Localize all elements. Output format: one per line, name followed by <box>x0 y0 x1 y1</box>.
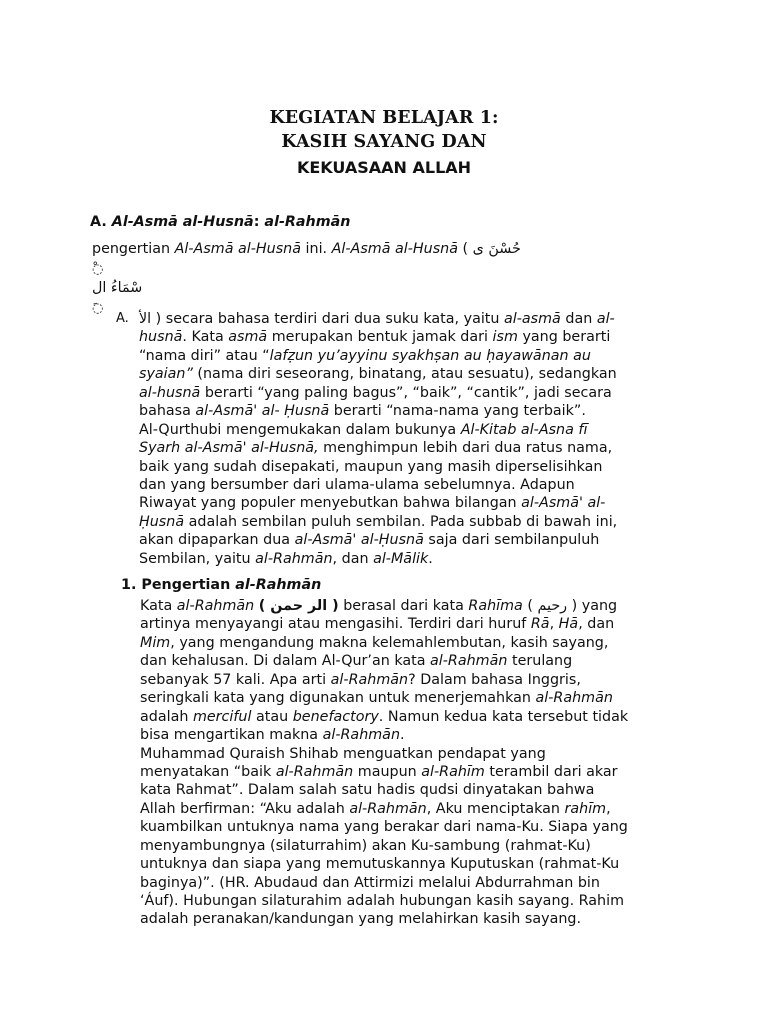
list-marker: A. <box>116 311 129 326</box>
intro-paragraph <box>92 240 692 318</box>
text-run: adalah <box>140 708 193 725</box>
text-run: , <box>606 800 611 817</box>
text-run: baginya)”. (HR. Abudaud dan Attirmizi melalui Abdurrahman bin <box>140 874 600 891</box>
italic-term: benefactory <box>292 708 379 725</box>
italic-term: Ḥusnā <box>139 513 185 530</box>
italic-term: Al-Kitab al-Asna fī <box>460 421 588 438</box>
italic-term: al-Rahmān <box>430 653 508 670</box>
italic-term: Rahīma <box>468 598 523 614</box>
text-run: Sembilan, yaitu <box>139 550 256 567</box>
intro-term: Al-Asmā al-Husnā <box>331 241 458 257</box>
italic-term: syaian” <box>139 366 193 383</box>
section-a-title-part2: al-Rahmān <box>264 214 351 230</box>
text-run: artinya menyayangi atau mengasihi. Terdiri dari huruf <box>140 616 531 633</box>
text-run: . Kata <box>182 329 229 346</box>
italic-term: lafẓun yu’ayyinu syakhṣan au ḥayawānan au <box>269 347 591 364</box>
italic-term: al- <box>596 311 615 327</box>
text-run: merupakan bentuk jamak dari <box>267 329 493 346</box>
text-run: seringkali kata yang digunakan untuk menerjemahkan <box>140 690 536 707</box>
text-run: menyambungnya (silaturrahim) akan Ku-sambung (rahmat-Ku) <box>140 837 591 854</box>
text-run: , dan <box>578 616 615 633</box>
text-run: “nama diri” atau “ <box>139 347 270 364</box>
text-run: atau <box>251 708 293 725</box>
text-line <box>139 347 679 365</box>
text-run: saja dari sembilanpuluh <box>423 532 600 549</box>
text-line <box>139 439 679 457</box>
text-line <box>140 781 680 799</box>
subsection-1-body <box>140 597 680 929</box>
section-a-heading <box>90 214 350 230</box>
text-line <box>140 726 680 744</box>
subsection-number: 1. Pengertian <box>121 577 236 593</box>
text-run: untuknya dan siapa yang memutuskannya Kuputuskan (rahmat-Ku <box>140 856 620 873</box>
text-run: kata Rahmat”. Dalam salah satu hadis qudsi dinyatakan bahwa <box>140 782 595 799</box>
text-run: terulang <box>507 653 573 670</box>
text-run: adalah sembilan puluh sembilan. Pada subbab di bawah ini, <box>184 513 618 530</box>
text-line <box>139 310 679 328</box>
italic-term: al-Rahīm <box>421 763 485 780</box>
intro-line <box>92 240 692 260</box>
text-run: baik yang sudah disepakati, maupun yang masih diperselisihkan <box>139 458 603 475</box>
text-line <box>140 689 680 707</box>
italic-term: al-Rahmān <box>322 727 401 744</box>
text-line <box>140 597 680 615</box>
diacritic-placeholder: ◌ْ <box>92 261 104 277</box>
text-line <box>140 634 680 652</box>
text-line <box>140 874 680 892</box>
text-line <box>139 458 679 476</box>
italic-term: rahīm <box>564 800 607 817</box>
text-run: maupun <box>353 763 422 780</box>
title-block <box>0 106 768 182</box>
text-line <box>139 402 679 420</box>
text-run: ? Dalam bahasa Inggris, <box>408 671 581 688</box>
text-run: berarti “nama-nama yang terbaik”. <box>329 403 586 420</box>
text-line <box>139 421 679 439</box>
intro-term: Al-Asmā al-Husnā <box>174 241 301 257</box>
italic-term: merciful <box>192 708 252 725</box>
italic-term: al-Mālik <box>373 550 429 567</box>
text-line <box>139 494 679 512</box>
text-run: ‘Áuf). Hubungan silaturahim adalah hubungan kasih sayang. Rahim <box>140 893 625 909</box>
text-run: . <box>400 727 405 744</box>
italic-term: al-Rahmān <box>275 763 354 780</box>
text-line <box>139 550 679 568</box>
text-run: , dan <box>332 550 374 567</box>
diacritic-placeholder: ◌َ <box>92 300 104 316</box>
text-run: menyatakan “baik <box>140 763 276 780</box>
text-line <box>139 476 679 494</box>
text-line <box>139 531 679 549</box>
text-run: ( رحيم ) yang <box>522 598 618 614</box>
text-line <box>140 763 680 781</box>
italic-term: Hā <box>558 616 579 633</box>
text-run: , Aku menciptakan <box>426 800 565 817</box>
italic-term: al-Rahmān <box>176 598 255 614</box>
italic-term: al-Asmā' al- <box>521 495 606 512</box>
text-run: kuambilkan untuknya nama yang berakar dari nama-Ku. Siapa yang <box>140 819 628 836</box>
italic-term: husnā <box>139 329 183 346</box>
text-run: berasal dari kata <box>338 598 469 614</box>
italic-term: al-Rahmān <box>535 690 613 707</box>
subsection-term: al-Rahmān <box>235 577 322 593</box>
text-run: yang berarti <box>517 329 611 346</box>
text-line <box>140 837 680 855</box>
text-line <box>140 818 680 836</box>
italic-term: al-Rahmān <box>349 800 427 817</box>
text-run: (nama diri seseorang, binatang, atau sesuatu), sedangkan <box>192 366 617 383</box>
text-run: Al-Qurthubi mengemukakan dalam bukunya <box>139 421 461 438</box>
list-item-body <box>139 310 679 568</box>
text-run: , yang mengandung makna kelemahlembutan, kasih sayang, <box>170 634 609 651</box>
text-line <box>140 671 680 689</box>
text-run: sebanyak 57 kali. Apa arti <box>140 671 331 688</box>
text-line <box>140 615 680 633</box>
text-run: bisa mengartikan makna <box>140 727 323 744</box>
italic-term: al-Asmā' al- Ḥusnā <box>195 403 330 420</box>
text-line <box>140 708 680 726</box>
italic-term: al-husnā <box>139 384 201 401</box>
text-line <box>140 910 680 928</box>
text-line <box>140 652 680 670</box>
text-run: Kata <box>140 598 177 614</box>
italic-term: al-Rahmān <box>330 671 409 688</box>
text-run: dan yang bersumber dari ulama-ulama sebelumnya. Adapun <box>139 476 575 493</box>
title-line-1: KEGIATAN BELAJAR 1: <box>269 108 499 128</box>
text-run: dan kehalusan. Di dalam Al-Qur’an kata <box>140 653 431 670</box>
title-line-3: KEKUASAAN ALLAH <box>296 158 472 177</box>
subsection-1-heading <box>121 577 321 593</box>
text-run: Allah berfirman: “Aku adalah <box>140 800 350 817</box>
section-a-title-sep: : <box>253 214 265 230</box>
italic-term: Mim <box>140 634 171 651</box>
italic-term: al-Asmā' al-Ḥusnā <box>294 532 424 549</box>
text-line <box>140 800 680 818</box>
italic-term: Rā <box>530 616 550 633</box>
section-a-label: A. <box>90 214 107 230</box>
text-run: dan <box>560 311 597 327</box>
text-line <box>140 855 680 873</box>
italic-term: al-asmā <box>504 311 561 327</box>
text-line <box>139 384 679 402</box>
intro-text: ( <box>458 241 473 257</box>
intro-text: pengertian <box>92 241 175 257</box>
italic-term: asmā <box>228 329 268 346</box>
section-a-title-part1: Al-Asmā al-Husnā <box>111 214 254 230</box>
text-run: terambil dari akar <box>484 763 618 780</box>
text-run: menghimpun lebih dari dua ratus nama, <box>318 440 613 457</box>
text-run: . Namun kedua kata tersebut tidak <box>378 708 629 725</box>
text-line <box>139 328 679 346</box>
text-run: , <box>549 616 559 633</box>
text-run: adalah peranakan/kandungan yang melahirkan kasih sayang. <box>140 911 582 928</box>
text-line <box>139 513 679 531</box>
text-run: Riwayat yang populer menyebutkan bahwa bilangan <box>139 495 522 512</box>
text-run: berarti “yang paling bagus”, “baik”, “cantik”, jadi secara <box>200 384 612 401</box>
italic-term: Syarh al-Asmā' al-Husnā, <box>139 440 319 457</box>
text-run: akan dipaparkan dua <box>139 532 295 549</box>
title-line-2: KASIH SAYANG DAN <box>281 132 487 152</box>
intro-text: ini. <box>301 241 332 257</box>
bold-text: ( الر حمن ) <box>258 598 339 614</box>
text-line <box>140 745 680 763</box>
arabic-text: حُسْنَ ى <box>472 241 521 257</box>
text-line <box>139 365 679 383</box>
italic-term: al-Rahmān <box>255 550 333 567</box>
text-run: Muhammad Quraish Shihab menguatkan pendapat yang <box>140 745 546 762</box>
text-run: . <box>428 550 433 567</box>
text-run: bahasa <box>139 403 196 420</box>
text-line <box>140 892 680 910</box>
italic-term: ism <box>492 329 518 346</box>
text-run: الأ ) secara bahasa terdiri dari dua suku kata, yaitu <box>139 311 505 327</box>
arabic-text: سْمَاءُ ال <box>92 280 143 296</box>
